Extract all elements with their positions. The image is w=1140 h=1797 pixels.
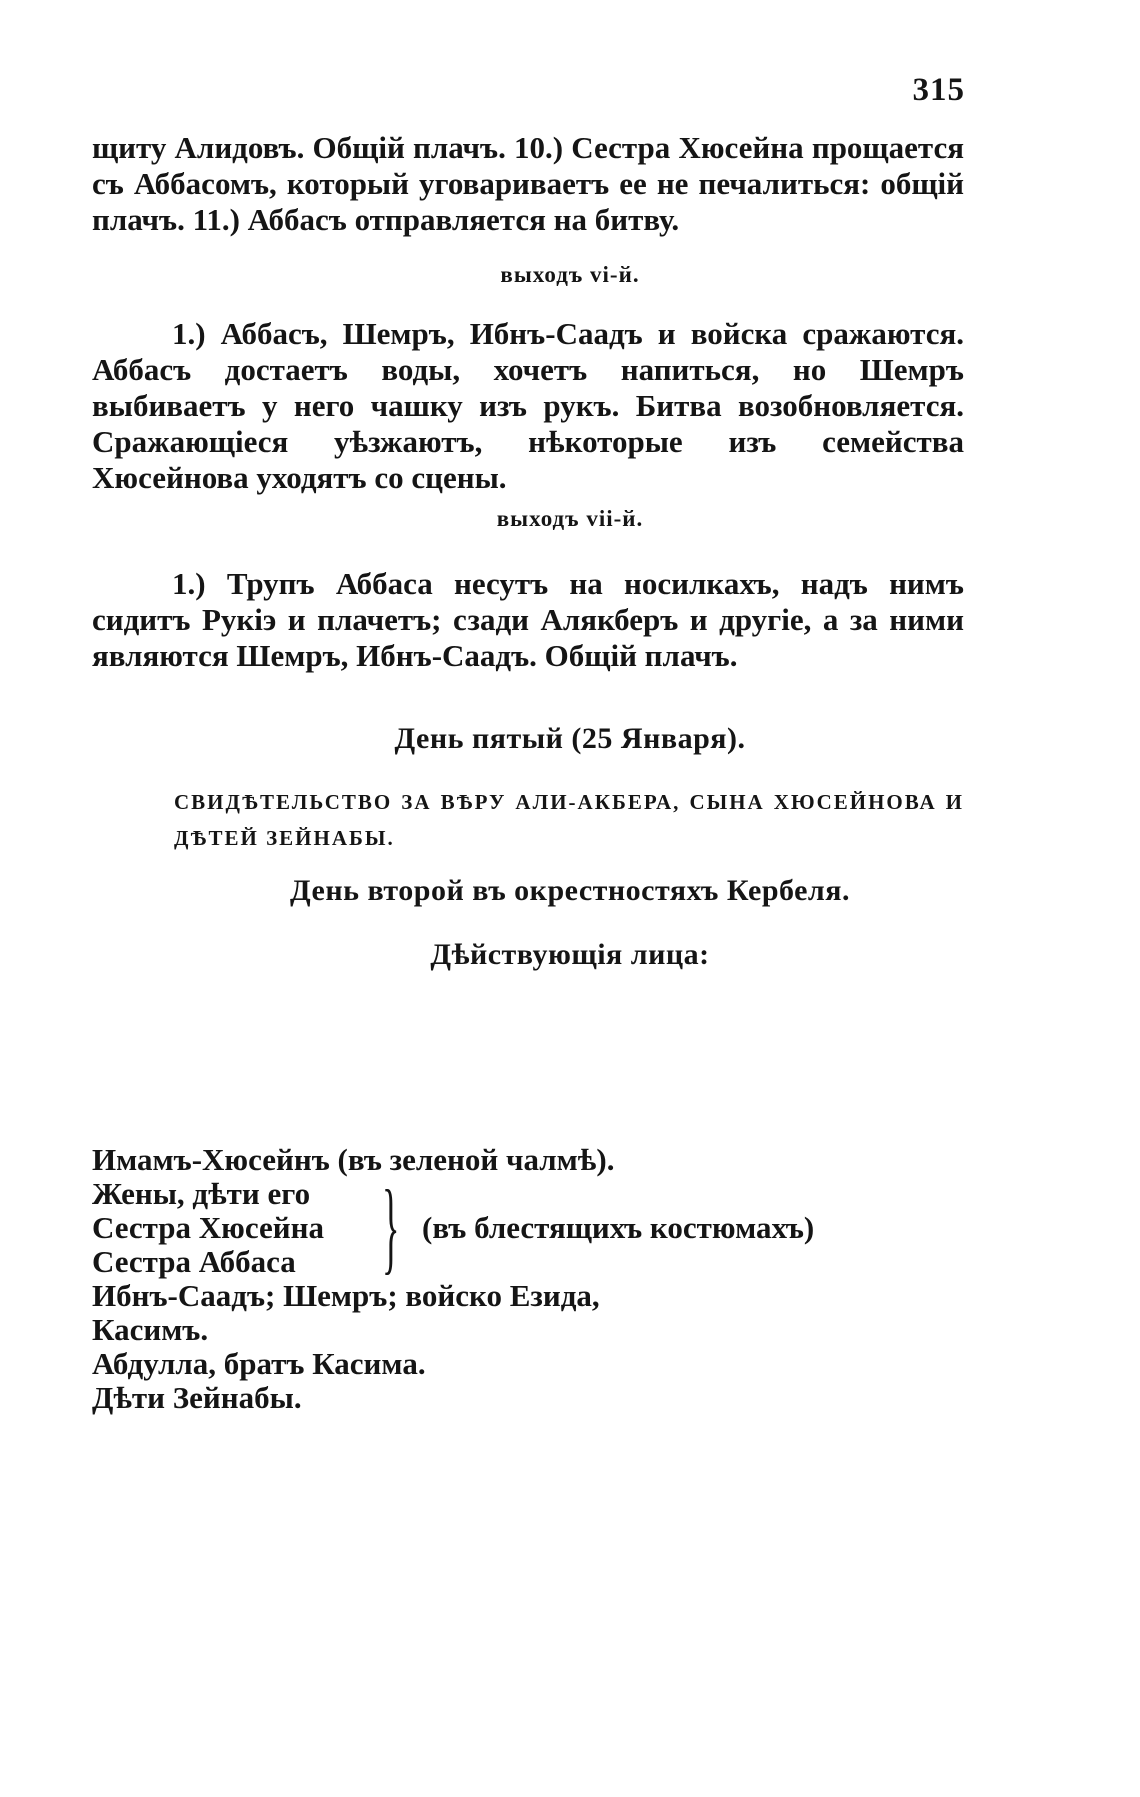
paragraph-scene-5-end	[92, 130, 964, 238]
cast-group	[92, 1169, 972, 1284]
day-two-heading: День второй въ окрестностяхъ Кербеля.	[290, 874, 850, 907]
cast-item: Жены, дѣти его	[92, 1176, 311, 1211]
cast-group-names	[92, 1177, 324, 1279]
paragraph-exit-7	[92, 566, 964, 674]
cast-item: Абдулла, братъ Касима.	[92, 1346, 426, 1381]
page-number: 315	[912, 72, 965, 108]
curly-brace: }	[382, 1169, 400, 1284]
paragraph-exit-6	[92, 316, 964, 496]
cast-list	[92, 1143, 972, 1415]
cast-item: Дѣти Зейнабы.	[92, 1380, 302, 1415]
cast-item: Ибнъ-Саадъ; Шемръ; войско Езида,	[92, 1278, 600, 1313]
exit-6-heading: выходъ vi-й.	[500, 262, 640, 287]
cast-item: Сестра Хюсейна	[92, 1210, 324, 1245]
exit-7-heading: выходъ vii-й.	[496, 506, 644, 531]
cast-item: Касимъ.	[92, 1312, 209, 1347]
paragraph-text: 1.) Трупъ Аббаса несутъ на носилкахъ, надъ нимъ сидитъ Рукіэ и плачетъ; сзади Алякберъ и другіе, а за ними являются Шемръ, Ибнъ-Саадъ. Общій плачъ.	[92, 566, 964, 673]
paragraph-text: 1.) Аббасъ, Шемръ, Ибнъ-Саадъ и войска сражаются. Аббасъ достаетъ воды, хочетъ напиться, но Шемръ выбиваетъ у него чашку изъ рукъ. Битва возобновляется. Сражающіеся уѣзжаютъ, нѣкоторые изъ семейства Хюсейнова уходятъ со сцены.	[92, 316, 964, 495]
costume-note: (въ блестящихъ костюмахъ)	[422, 1210, 815, 1245]
day-five-heading: День пятый (25 Января).	[394, 722, 746, 755]
cast-item: Имамъ-Хюсейнъ (въ зеленой чалмѣ).	[92, 1142, 615, 1177]
cast-heading: Дѣйствующія лица:	[430, 938, 710, 971]
paragraph-text: щиту Алидовъ. Общій плачъ. 10.) Сестра Хюсейна прощается съ Аббасомъ, который уговариваетъ ее не печалиться: общій плачъ. 11.) Аббасъ отправляется на битву.	[92, 130, 964, 237]
cast-item: Сестра Аббаса	[92, 1244, 296, 1279]
section-title: СВИДѢТЕЛЬСТВО ЗА ВѢРУ АЛИ-АКБЕРА, СЫНА ХЮСЕЙНОВА И ДѢТЕЙ ЗЕЙНАБЫ.	[174, 790, 964, 850]
